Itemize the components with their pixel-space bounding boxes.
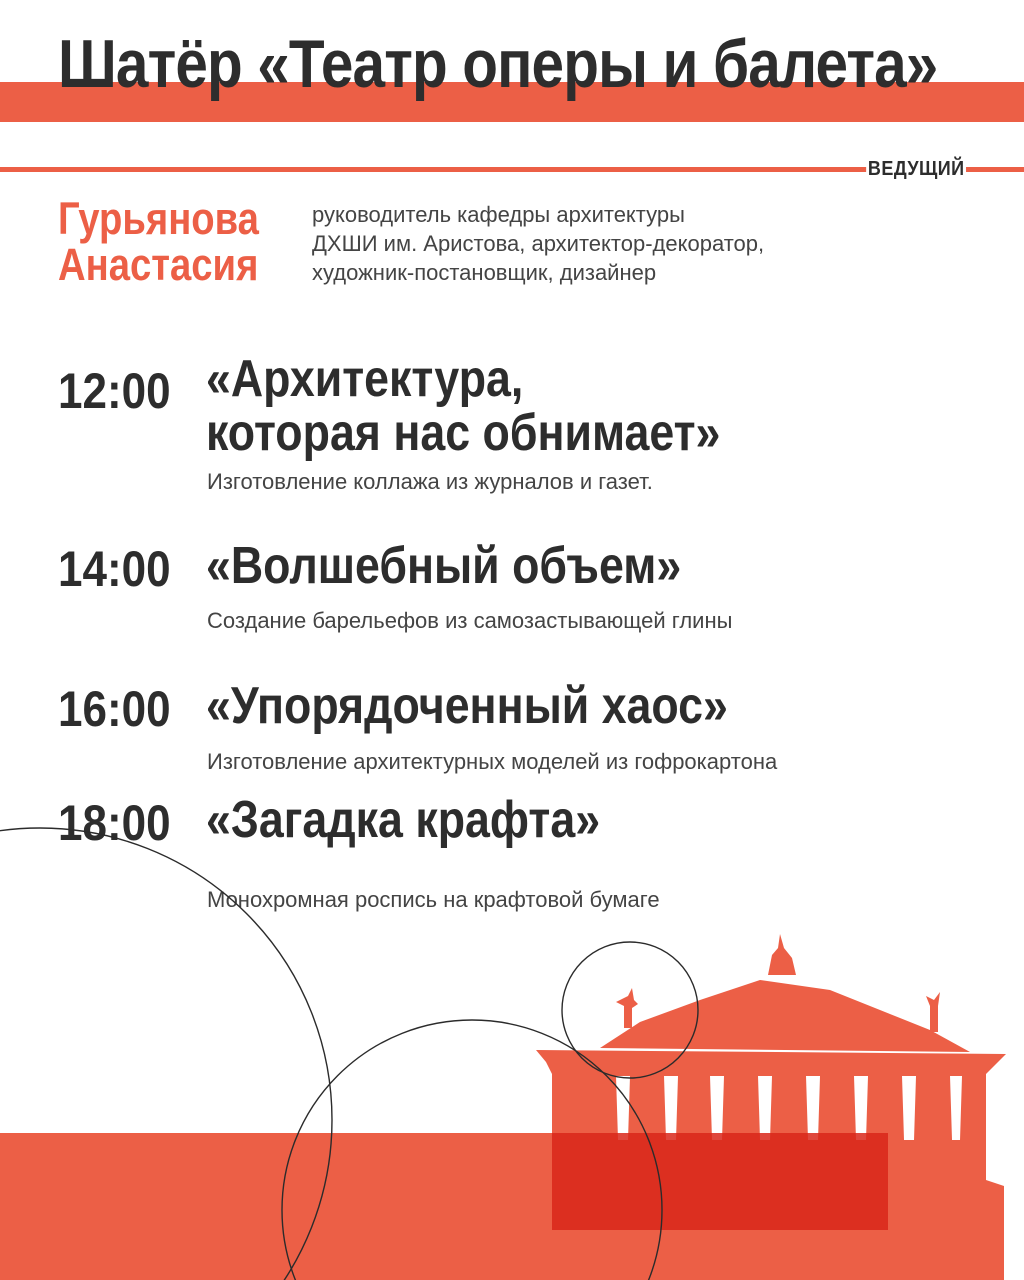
- event-time: 14:00: [58, 541, 171, 597]
- host-description: [312, 200, 932, 287]
- event-title-line: «Архитектура,: [206, 350, 524, 408]
- theatre-building-icon: [536, 934, 1006, 1280]
- event-description: Изготовление архитектурных моделей из гофрокартона: [207, 749, 778, 774]
- event-description: Изготовление коллажа из журналов и газет.: [207, 469, 653, 494]
- host-name-first: Гурьянова: [58, 193, 259, 244]
- event-time: 12:00: [58, 363, 171, 419]
- theatre-columns: [616, 1076, 962, 1140]
- host-description-line: ДХШИ им. Аристова, архитектор-декоратор,: [312, 231, 765, 256]
- event-title-line: которая нас обнимает»: [206, 404, 721, 462]
- host-name: [58, 193, 259, 290]
- event-title: [206, 352, 720, 460]
- event-time: 16:00: [58, 681, 171, 737]
- host-label: ВЕДУЩИЙ: [867, 158, 965, 180]
- medium-circle-outline: [282, 1020, 662, 1280]
- event-title: «Волшебный объем»: [206, 537, 682, 595]
- small-circle-outline: [562, 942, 698, 1078]
- host-description-line: художник-постановщик, дизайнер: [312, 260, 657, 285]
- event-description: Монохромная роспись на крафтовой бумаге: [207, 887, 660, 912]
- bottom-band: [0, 1133, 888, 1280]
- host-name-second: Анастасия: [58, 239, 259, 290]
- overlap-block: [552, 1133, 888, 1230]
- event-title: «Упорядоченный хаос»: [206, 677, 728, 735]
- event-title: «Загадка крафта»: [206, 791, 601, 849]
- event-description: Создание барельефов из самозастывающей глины: [207, 608, 733, 633]
- host-description-line: руководитель кафедры архитектуры: [312, 202, 685, 227]
- page-title: Шатёр «Театр оперы и балета»: [58, 26, 938, 102]
- event-time: 18:00: [58, 795, 171, 851]
